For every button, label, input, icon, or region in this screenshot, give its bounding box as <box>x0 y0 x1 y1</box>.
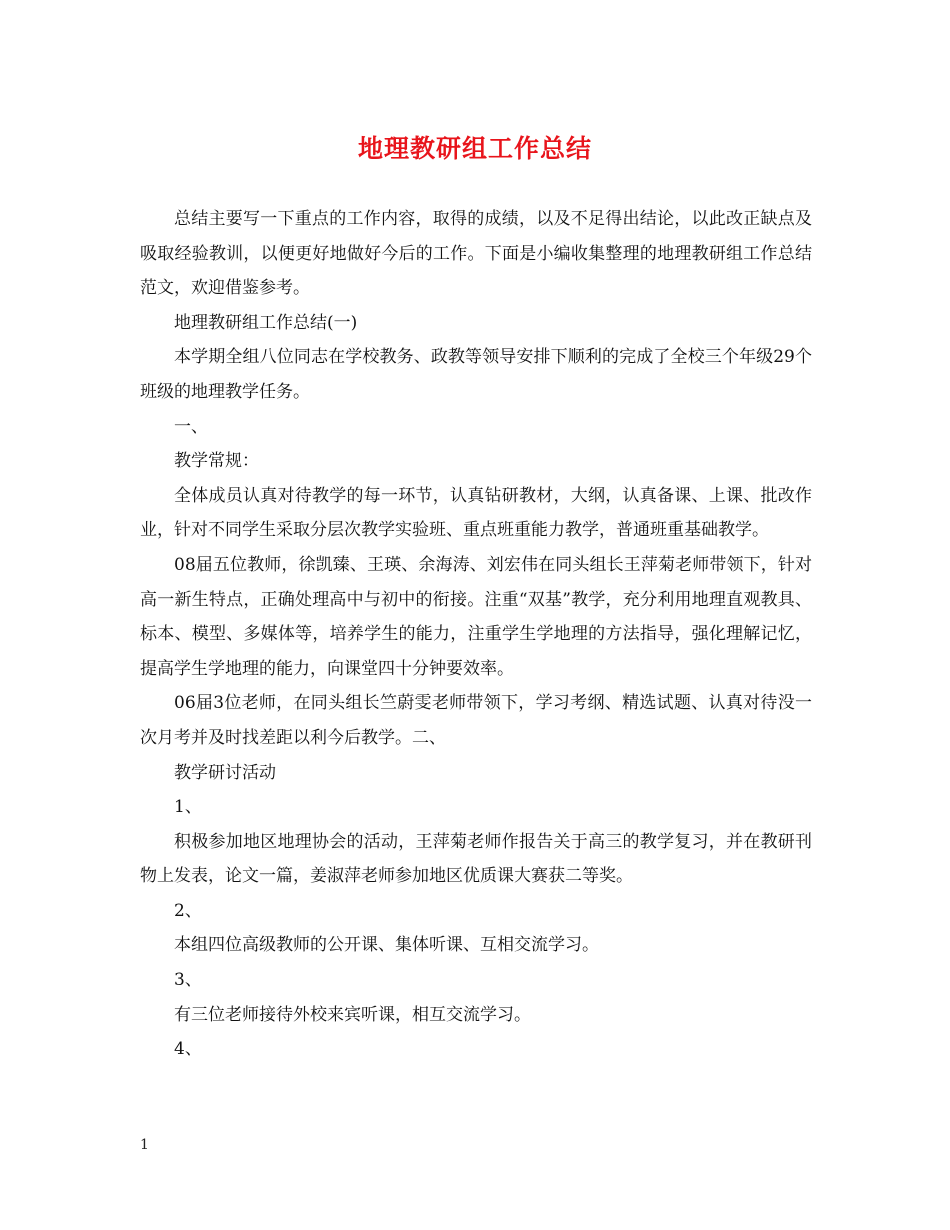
paragraph: 3、 <box>174 970 202 991</box>
paragraph: 2、 <box>174 900 202 921</box>
paragraph: 教学常规： <box>174 451 259 472</box>
paragraph: 06届3位老师，在同头组长竺蔚雯老师带领下，学习考纲、精选试题、认真对待没一次月考并及时找差距以利今后教学。二、 <box>140 693 812 748</box>
paragraph: 本学期全组八位同志在学校教务、政教等领导安排下顺利的完成了全校三个年级29个班级的地理教学任务。 <box>140 347 812 402</box>
paragraph: 1、 <box>174 797 202 818</box>
paragraph: 08届五位教师，徐凯臻、王瑛、余海涛、刘宏伟在同头组长王萍菊老师带领下，针对高一新生特点，正确处理高中与初中的衔接。注重“双基”教学，充分利用地理直观教具、标本、模型、多媒体等，培养学生的能力，注重学生学地理的方法指导，强化理解记忆，提高学生学地理的能力，向课堂四十分钟要效率。 <box>140 554 812 679</box>
document-title: 地理教研组工作总结 <box>357 134 592 163</box>
paragraph: 教学研讨活动 <box>174 762 276 783</box>
paragraph: 全体成员认真对待教学的每一环节，认真钻研教材，大纲，认真备课、上课、批改作业，针对不同学生采取分层次教学实验班、重点班重能力教学，普通班重基础教学。 <box>140 485 812 541</box>
paragraph: 本组四位高级教师的公开课、集体听课、互相交流学习。 <box>174 935 599 956</box>
paragraph: 地理教研组工作总结(一) <box>174 312 358 333</box>
paragraph: 有三位老师接待外校来宾听课，相互交流学习。 <box>174 1004 531 1025</box>
paragraph: 一、 <box>174 416 208 437</box>
page-number: 1 <box>140 1137 149 1153</box>
paragraph: 积极参加地区地理协会的活动，王萍菊老师作报告关于高三的教学复习，并在教研刊物上发表，论文一篇，姜淑萍老师参加地区优质课大赛获二等奖。 <box>140 831 812 887</box>
paragraph: 总结主要写一下重点的工作内容，取得的成绩，以及不足得出结论，以此改正缺点及吸取经验教训，以便更好地做好今后的工作。下面是小编收集整理的地理教研组工作总结范文，欢迎借鉴参考。 <box>140 209 812 299</box>
paragraph: 4、 <box>174 1039 202 1060</box>
document-body <box>140 202 812 1067</box>
